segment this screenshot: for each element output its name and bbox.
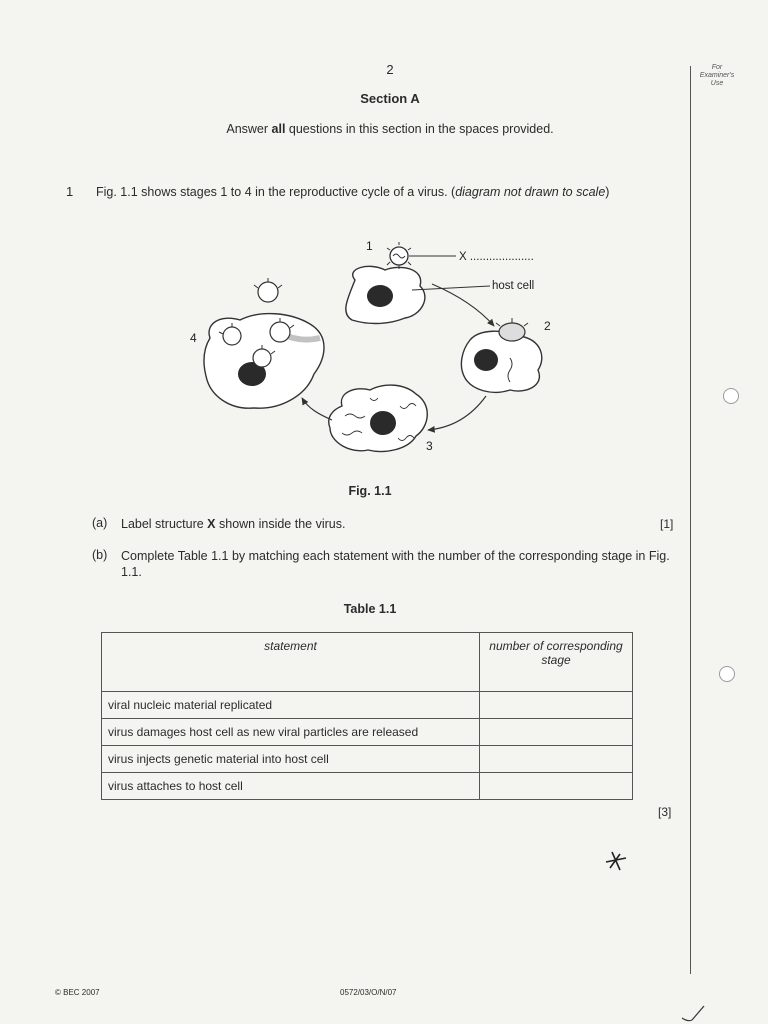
- stage-3-cell: [329, 385, 428, 451]
- statement-cell: virus injects genetic material into host cell: [102, 746, 480, 773]
- footer-code: 0572/03/O/N/07: [340, 988, 397, 997]
- stage-1-cell: [346, 266, 425, 323]
- stage-1-virus-icon: [387, 242, 411, 269]
- table-row: [102, 719, 633, 746]
- punch-hole-icon: [723, 388, 739, 404]
- header-statement: statement: [102, 633, 480, 692]
- table-row: [102, 746, 633, 773]
- part-b-marks: [3]: [658, 805, 672, 819]
- statement-cell: virus attaches to host cell: [102, 773, 480, 800]
- part-a-text-post: shown inside the virus.: [215, 517, 346, 531]
- punch-hole-icon: [719, 666, 735, 682]
- question-number: 1: [66, 184, 74, 199]
- instructions-bold: all: [271, 122, 286, 136]
- instructions-pre: Answer: [226, 122, 272, 136]
- arrow-2-to-3: [428, 396, 486, 430]
- stage-number-cell[interactable]: [480, 719, 633, 746]
- part-b-label: (b): [92, 548, 108, 562]
- part-a-label: (a): [92, 516, 108, 530]
- host-cell-label-line: [412, 286, 490, 290]
- part-a-text-bold: X: [207, 517, 216, 531]
- question-intro-text: Fig. 1.1 shows stages 1 to 4 in the reproductive cycle of a virus. (: [96, 185, 456, 199]
- stage-table: [101, 632, 633, 800]
- question-intro-end: ): [605, 185, 610, 199]
- table-row: [102, 692, 633, 719]
- virus-cycle-diagram: [180, 228, 560, 468]
- examiner-use-note: For Examiner's Use: [699, 64, 735, 87]
- table-row: [102, 773, 633, 800]
- section-title: Section A: [360, 91, 420, 106]
- question-intro-italic: diagram not drawn to scale: [455, 185, 606, 199]
- instructions-post: questions in this section in the spaces provided.: [285, 122, 554, 136]
- arrow-3-to-4: [302, 398, 332, 420]
- pen-mark-icon: [600, 848, 630, 874]
- statement-cell: virus damages host cell as new viral particles are released: [102, 719, 480, 746]
- stage-number-cell[interactable]: [480, 746, 633, 773]
- section-instructions: [150, 122, 630, 136]
- figure-caption: Fig. 1.1: [348, 484, 392, 498]
- host-cell-label: host cell: [492, 280, 535, 292]
- footer-copyright: © BEC 2007: [55, 988, 100, 997]
- stage-4-label: 4: [190, 331, 197, 345]
- table-header-row: [102, 633, 633, 692]
- tick-mark-icon: [680, 1002, 710, 1024]
- part-b-text: Complete Table 1.1 by matching each statement with the number of the corresponding stage in Fig. 1.1.: [121, 549, 670, 579]
- stage-2-cell: [461, 331, 541, 392]
- x-label: X ....................: [459, 251, 534, 263]
- stage-number-cell[interactable]: [480, 692, 633, 719]
- part-a-text: [121, 516, 641, 532]
- part-a-marks: [1]: [660, 517, 674, 531]
- stage-1-label: 1: [366, 239, 373, 253]
- arrow-1-to-2: [432, 284, 494, 326]
- statement-cell: viral nucleic material replicated: [102, 692, 480, 719]
- stage-3-label: 3: [426, 439, 433, 453]
- stage-number-cell[interactable]: [480, 773, 633, 800]
- header-number: number of corresponding stage: [480, 633, 633, 692]
- examiner-margin-line: [690, 66, 691, 974]
- page-number: 2: [386, 62, 394, 77]
- table-caption: Table 1.1: [343, 602, 397, 616]
- part-a-text-pre: Label structure: [121, 517, 208, 531]
- question-intro: [96, 184, 684, 200]
- stage-2-label: 2: [544, 319, 551, 333]
